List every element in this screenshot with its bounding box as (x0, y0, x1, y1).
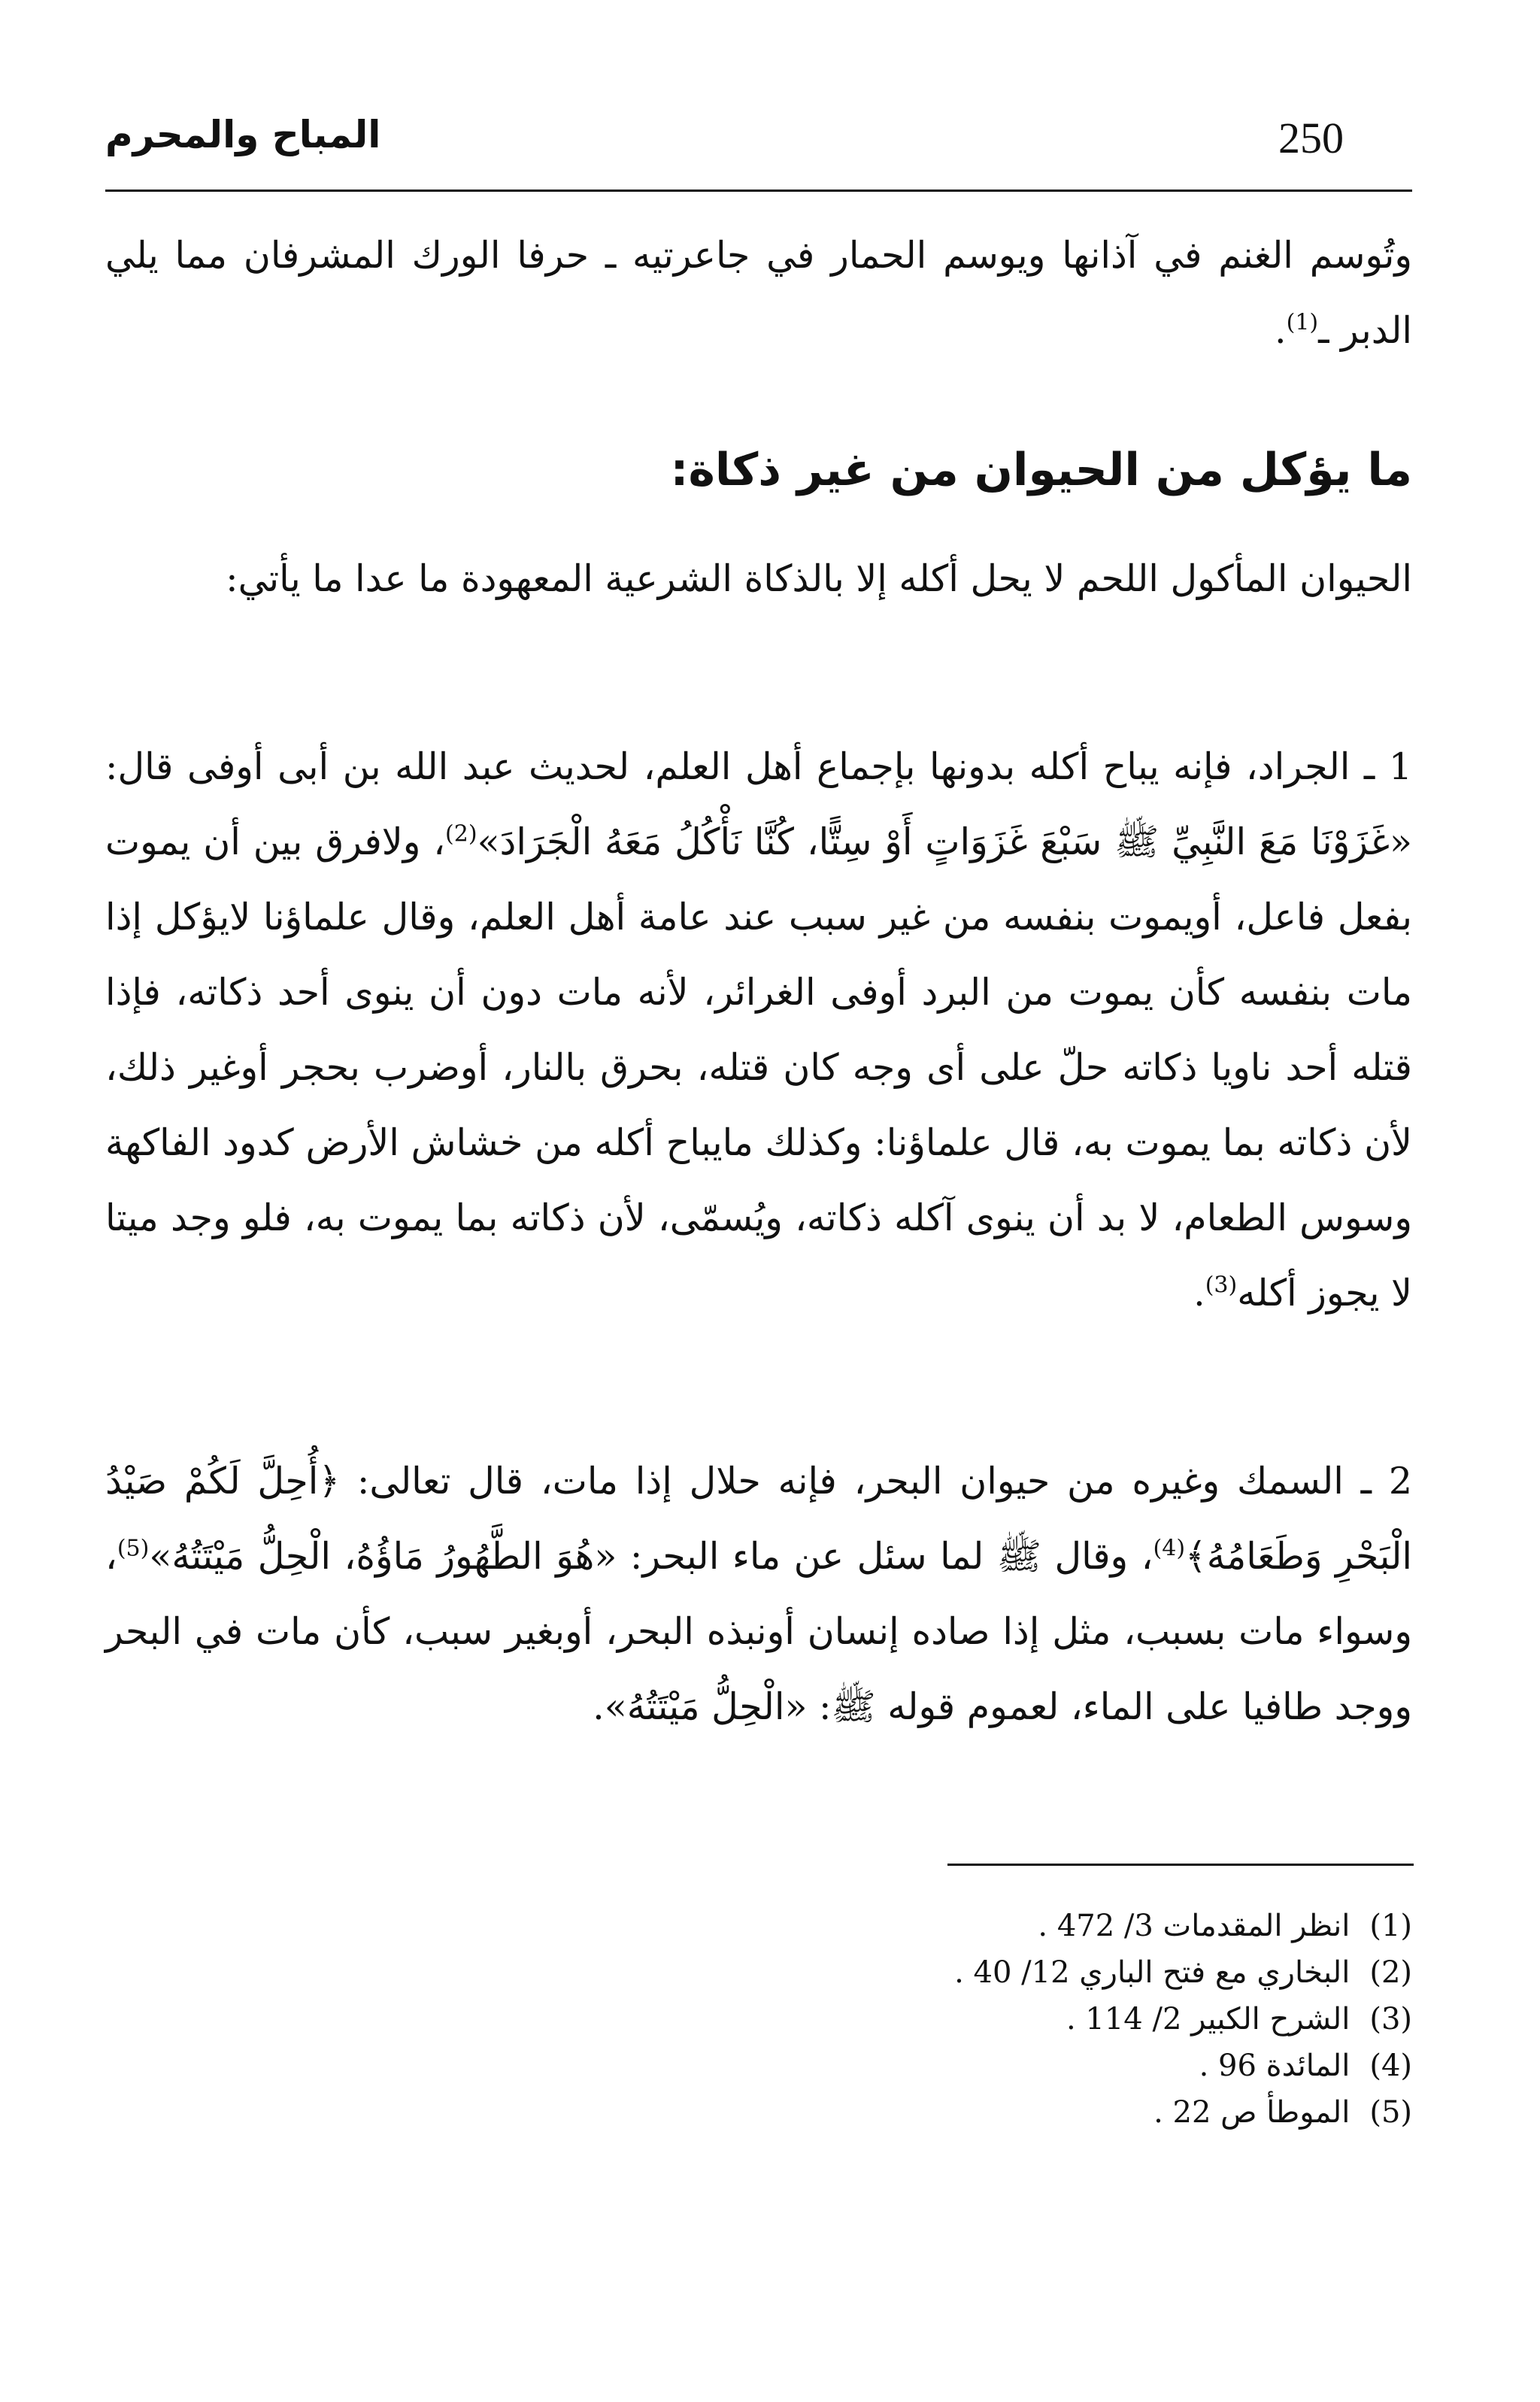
paragraph-intro (105, 541, 1412, 617)
footnote-number: (5) (1369, 2095, 1412, 2130)
footnote-rule (947, 1864, 1414, 1866)
paragraph-2-part3: ، وسواء مات بسبب، مثل إذا صاده إنسان أونبذه البحر، أوبغير سبب، كأن مات في البحر ووجد طافيا على الماء، لعموم قوله ﷺ: «الْحِلُّ مَيْتَتُهُ». (105, 1535, 1412, 1728)
footnote-number: (2) (1369, 1955, 1412, 1990)
paragraph-2-part1: 2 ـ السمك وغيره من حيوان البحر، فإنه حلال إذا مات، قال تعالى: ﴿أُحِلَّ لَكُمْ صَيْدُ الْبَحْرِ وَطَعَامُهُ﴾ (105, 1460, 1413, 1578)
paragraph-2-part2: ، وقال ﷺ لما سئل عن ماء البحر: «هُوَ الطَّهُورُ مَاؤُهُ، الْحِلُّ مَيْتَتُهُ» (149, 1535, 1153, 1578)
footnote-1 (105, 1903, 1412, 1949)
section-heading: ما يؤكل من الحيوان من غير ذكاة: (670, 444, 1412, 496)
paragraph-fish (105, 1444, 1412, 1745)
footnote-ref-5: (5) (117, 1535, 150, 1562)
footnote-text: المائدة 96 . (1199, 2049, 1351, 2083)
page-number: 250 (1278, 114, 1344, 162)
paragraph-1-part1: 1 ـ الجراد، فإنه يباح أكله بدونها بإجماع أهل العلم، لحديث عبد الله بن أبى أوفى قال: «غَزَوْنَا مَعَ النَّبِيِّ ﷺ سَبْعَ غَزَوَاتٍ أَوْ سِتًّا، كُنَّا نَأْكُلُ مَعَهُ الْجَرَادَ» (105, 745, 1412, 863)
intro-end: . (1275, 309, 1287, 352)
paragraph-locusts (105, 729, 1412, 1331)
footnote-ref-3: (3) (1205, 1272, 1238, 1299)
footnote-4 (105, 2043, 1412, 2089)
paragraph-1-part2: ، ولافرق بين أن يموت بفعل فاعل، أويموت بنفسه من غير سبب عند عامة أهل العلم، وقال علماؤنا لايؤكل إذا مات بنفسه كأن يموت من البرد أوفى الغرائر، لأنه مات دون أن ينوى أحد ذكاته، فإذا قتله أحد ناويا ذكاته حلّ على أى وجه كان قتله، بحرق بالنار، أوضرب بحجر أوغير ذلك، لأن ذكاته بما يموت به، قال علماؤنا: وكذلك مايباح أكله من خشاش الأرض كدود الفاكهة وسوس الطعام، لا بد أن ينوى آكله ذكاته، ويُسمّى، لأن ذكاته بما يموت به، فلو وجد ميتا لا يجوز أكله (105, 820, 1412, 1315)
footnotes (105, 1903, 1412, 2136)
footnote-3 (105, 1996, 1412, 2043)
paragraph-0: الحيوان المأكول اللحم لا يحل أكله إلا بالذكاة الشرعية المعهودة ما عدا ما يأتي: (226, 557, 1412, 600)
footnote-5 (105, 2089, 1412, 2136)
footnote-text: البخاري مع فتح الباري 12/ 40 . (954, 1955, 1351, 1990)
footnote-2 (105, 1949, 1412, 1996)
footnote-ref-1: (1) (1286, 309, 1319, 336)
footnote-ref-4: (4) (1153, 1535, 1186, 1562)
header-rule (105, 190, 1412, 192)
footnote-ref-2: (2) (445, 820, 477, 848)
intro-text: وتُوسم الغنم في آذانها ويوسم الحمار في جاعرتيه ـ حرفا الورك المشرفان مما يلي الدبر ـ (105, 234, 1412, 352)
intro-paragraph (105, 218, 1412, 368)
paragraph-1-end: . (1193, 1272, 1205, 1315)
footnote-number: (1) (1369, 1909, 1412, 1943)
footnote-text: الموطأ ص 22 . (1153, 2095, 1351, 2130)
footnote-text: الشرح الكبير 2/ 114 . (1066, 2002, 1351, 2037)
footnote-text: انظر المقدمات 3/ 472 . (1038, 1909, 1351, 1943)
footnote-number: (3) (1369, 2002, 1412, 2037)
footnote-number: (4) (1369, 2049, 1412, 2083)
running-title: المباح والمحرم (105, 113, 381, 156)
